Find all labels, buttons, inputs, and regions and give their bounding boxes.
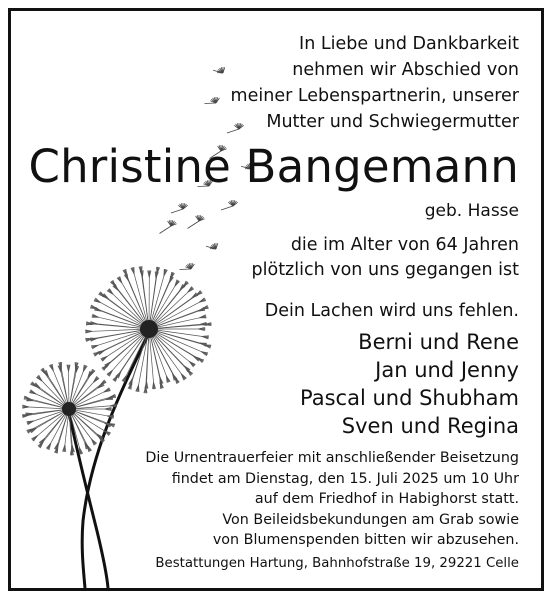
age-text	[252, 233, 519, 283]
mourner-names: Jan und Jenny	[375, 358, 519, 382]
obituary-frame	[8, 8, 544, 591]
intro-line: Mutter und Schwiegermutter	[266, 112, 519, 132]
service-info	[145, 448, 519, 551]
intro-line: nehmen wir Abschied von	[292, 60, 519, 80]
mourner-names: Pascal und Shubham	[300, 386, 519, 410]
age-line: plötzlich von uns gegangen ist	[251, 260, 519, 280]
mourners-list	[300, 328, 519, 440]
quote: Dein Lachen wird uns fehlen.	[264, 301, 519, 321]
birth-name: geb. Hasse	[424, 201, 519, 221]
intro-text	[231, 31, 519, 135]
service-line: Die Urnentrauerfeier mit anschließender Beisetzung	[145, 450, 519, 466]
mourner-names: Sven und Regina	[341, 414, 519, 438]
service-line: Von Beileidsbekundungen am Grab sowie	[222, 511, 519, 528]
service-line: findet am Dienstag, den 15. Juli 2025 um 10 Uhr	[171, 470, 519, 487]
age-line: die im Alter von 64 Jahren	[290, 235, 519, 255]
deceased-name: Christine Bangemann	[28, 140, 519, 193]
intro-line: In Liebe und Dankbarkeit	[299, 34, 519, 54]
mourner-names: Berni und Rene	[358, 330, 519, 354]
service-line: von Blumenspenden bitten wir abzusehen.	[212, 532, 519, 548]
intro-line: meiner Lebenspartnerin, unserer	[230, 86, 519, 106]
funeral-home: Bestattungen Hartung, Bahnhofstraße 19, 29221 Celle	[155, 556, 519, 571]
service-line: auf dem Friedhof in Habighorst statt.	[254, 491, 519, 507]
